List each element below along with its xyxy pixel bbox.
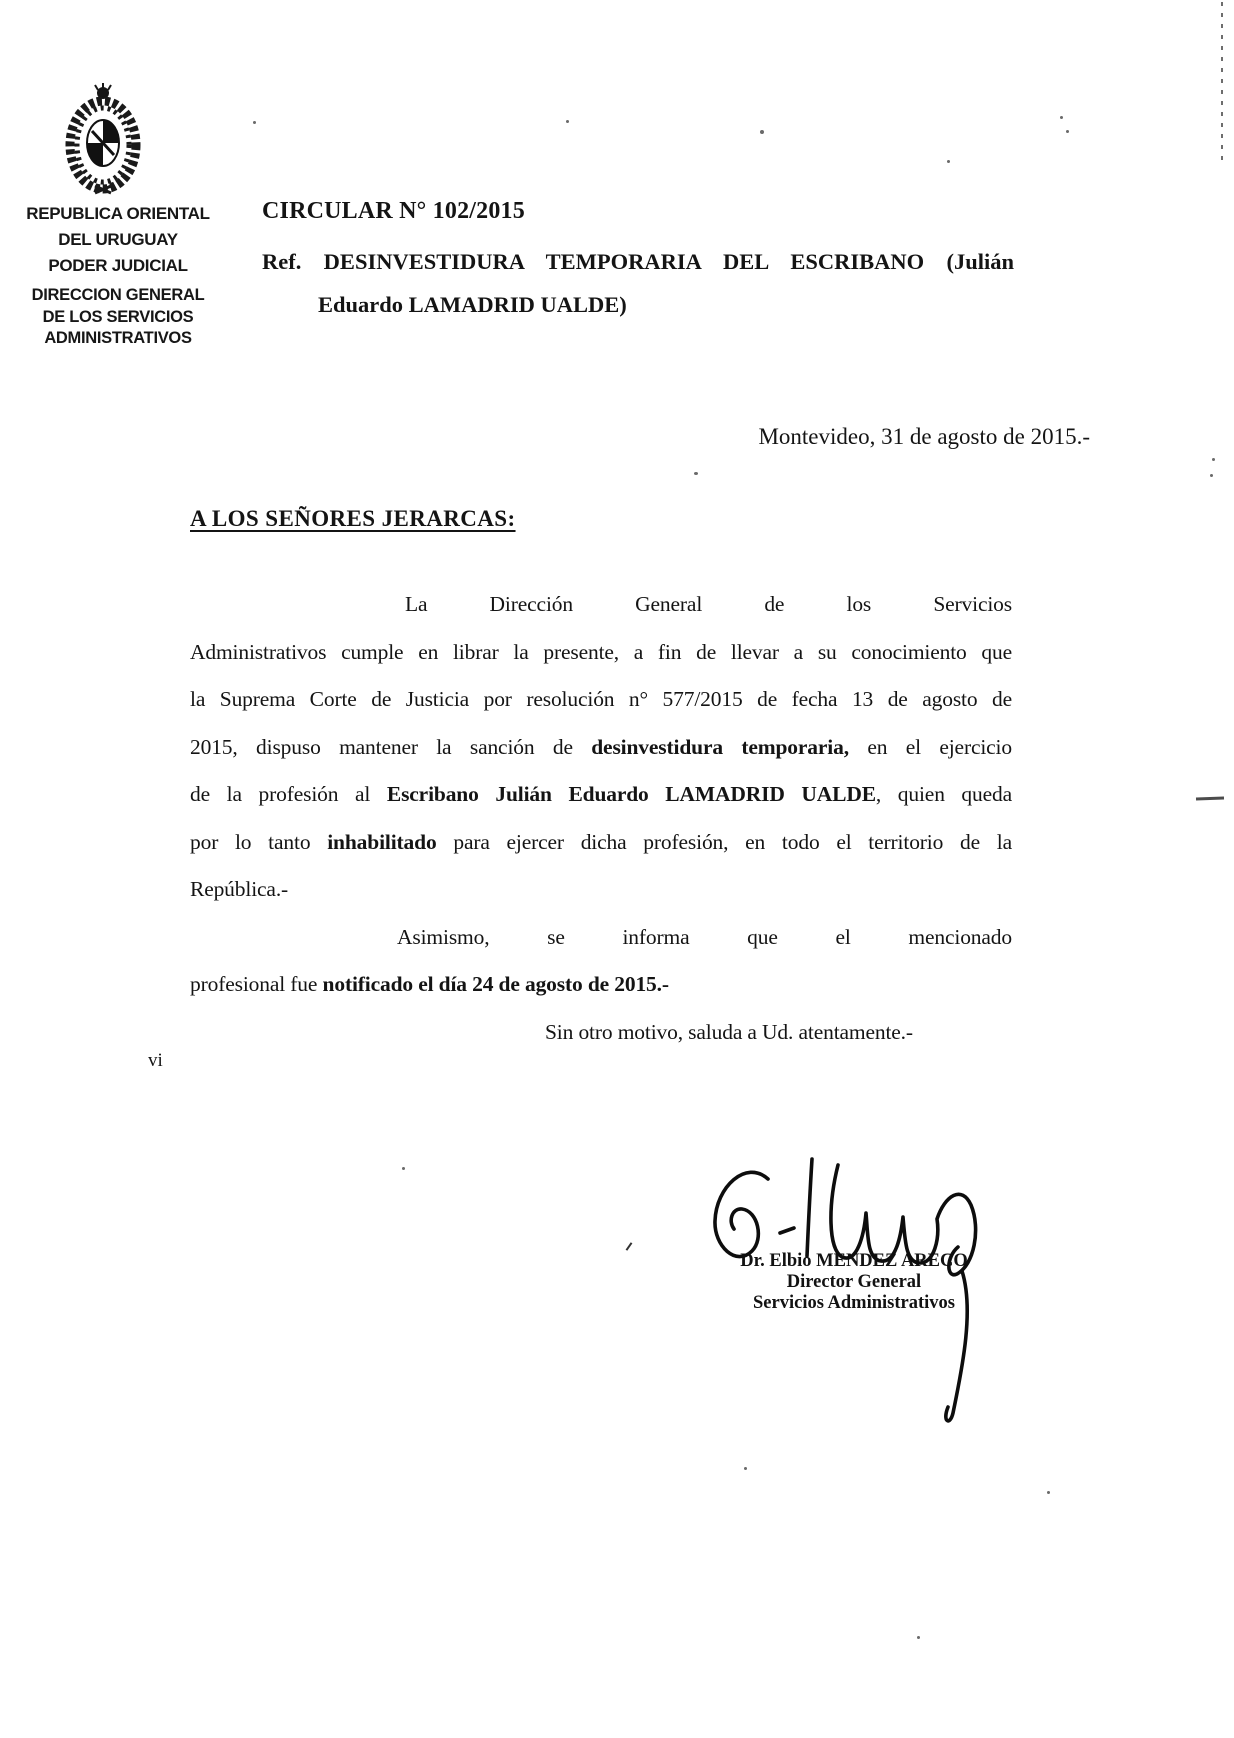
- body-text: por lo tanto: [190, 829, 311, 854]
- scan-speck: [402, 1167, 405, 1170]
- letterhead-dept-line: ADMINISTRATIVOS: [44, 329, 192, 347]
- uruguay-coat-of-arms-icon: [62, 83, 144, 195]
- body-text: República.-: [190, 877, 289, 901]
- letterhead-dept-line: DIRECCION GENERAL: [31, 286, 205, 304]
- letterhead: [18, 201, 218, 350]
- body-text-bold: notificado el día 24 de agosto de 2015.-: [322, 972, 669, 996]
- scan-streak: [1221, 2, 1223, 162]
- letterhead-org-line: REPUBLICA ORIENTAL: [26, 204, 210, 223]
- signer-name: Dr. Elbio MENDEZ ARECO: [740, 1251, 968, 1271]
- body-text: Administrativos cumple en librar la presente, a fin de llevar a su conocimiento que: [190, 639, 1012, 664]
- body-text: de la profesión al: [190, 782, 371, 806]
- scan-speck: [917, 1636, 920, 1639]
- body-text: Sin otro motivo, saluda a Ud. atentamente.-: [545, 1019, 913, 1044]
- handwritten-signature: [700, 1143, 1000, 1438]
- scan-speck: [760, 130, 764, 134]
- body-line: [190, 961, 1012, 1009]
- letter-body: [190, 581, 1012, 1056]
- body-text: La Dirección General de los Servicios: [405, 592, 1012, 616]
- body-text: , quien queda: [875, 782, 1013, 806]
- scan-speck: [1210, 474, 1213, 477]
- scan-speck: [947, 160, 950, 163]
- body-text: Asimismo, se informa que el mencionado: [397, 924, 1012, 949]
- letterhead-dept-line: DE LOS SERVICIOS: [42, 307, 194, 326]
- salutation: A LOS SEÑORES JERARCAS:: [190, 506, 516, 531]
- reference-subject: [262, 240, 1014, 326]
- reference-line-1: Ref. DESINVESTIDURA TEMPORARIA DEL ESCRIBANO (Julián: [262, 249, 1014, 274]
- body-line: [190, 629, 1012, 677]
- scan-mark: [626, 1242, 633, 1251]
- letterhead-org-line: PODER JUDICIAL: [48, 256, 188, 275]
- body-text: en el ejercicio: [867, 734, 1012, 759]
- scan-speck: [694, 472, 698, 475]
- body-line: [190, 724, 1012, 772]
- dateline: Montevideo, 31 de agosto de 2015.-: [758, 424, 1090, 449]
- body-text-bold: Escribano Julián Eduardo LAMADRID UALDE: [386, 782, 876, 806]
- scan-speck: [566, 120, 569, 123]
- scan-speck: [1060, 116, 1063, 119]
- scan-speck: [744, 1467, 747, 1470]
- body-text: 2015, dispuso mantener la sanción de: [190, 734, 573, 759]
- body-line: [190, 819, 1012, 867]
- letterhead-org-line: DEL URUGUAY: [58, 230, 178, 249]
- body-line: [190, 866, 1012, 914]
- body-text: para ejercer dicha profesión, en todo el territorio de la: [453, 829, 1012, 854]
- signer-office: Servicios Administrativos: [753, 1293, 955, 1313]
- body-text: la Suprema Corte de Justicia por resolución n° 577/2015 de fecha 13 de agosto de: [190, 687, 1012, 711]
- signer-title: Director General: [786, 1272, 922, 1292]
- body-line: [190, 771, 1012, 819]
- scan-speck: [1066, 130, 1069, 133]
- typist-initials: vi: [148, 1050, 163, 1071]
- scan-speck: [1212, 458, 1215, 461]
- body-line: [190, 1009, 1012, 1057]
- body-line: [190, 676, 1012, 724]
- body-line: [190, 581, 1012, 629]
- scan-speck: [253, 121, 256, 124]
- body-line: [190, 914, 1012, 962]
- scan-mark: [1196, 797, 1224, 801]
- circular-number-title: CIRCULAR N° 102/2015: [262, 198, 525, 224]
- body-text-bold: desinvestidura temporaria,: [591, 734, 849, 759]
- reference-line-2: Eduardo LAMADRID UALDE): [318, 292, 627, 317]
- body-text: profesional fue: [190, 972, 318, 996]
- body-text-bold: inhabilitado: [327, 829, 437, 854]
- scan-speck: [1047, 1491, 1050, 1494]
